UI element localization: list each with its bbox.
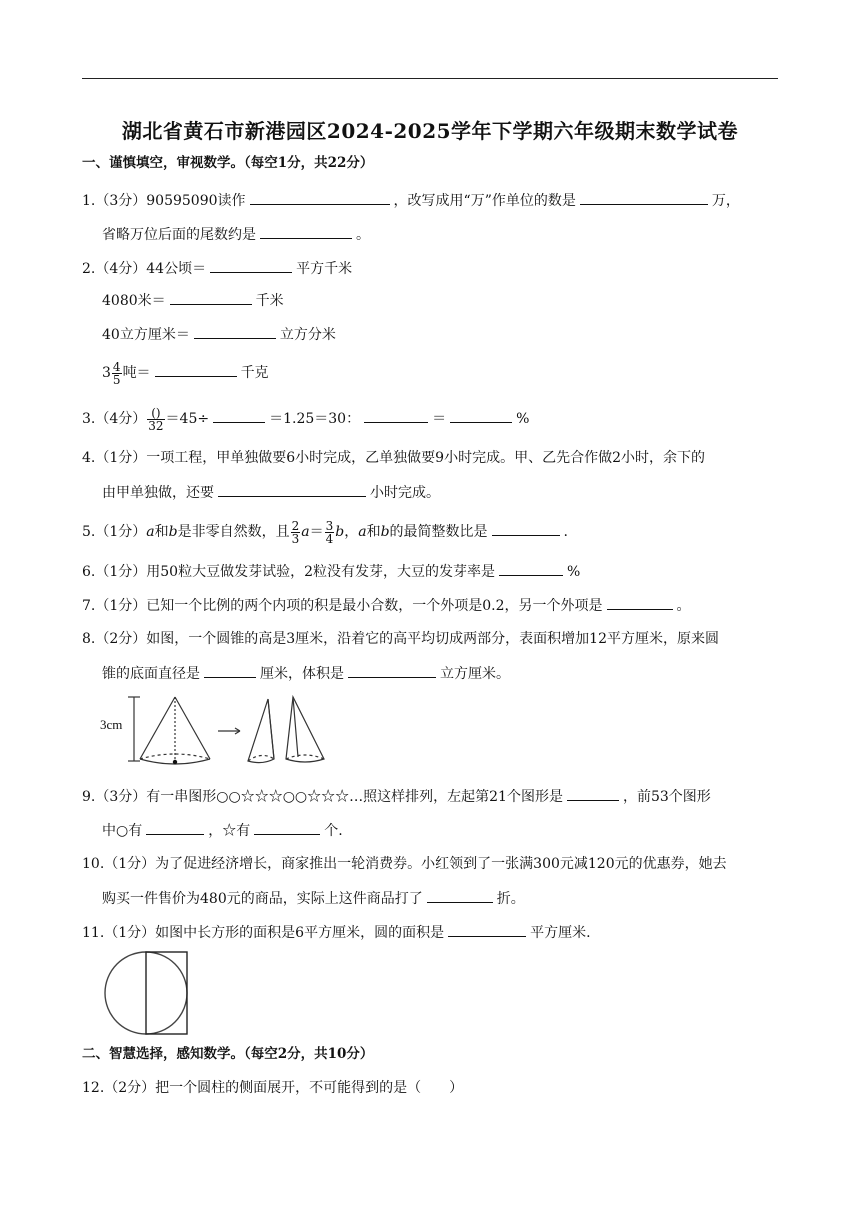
section-1-heading: 一、谨慎填空，审视数学。（每空1分，共22分） — [82, 155, 374, 171]
question-4: 4.（1分）一项工程，甲单独做要6小时完成，乙单独做要9小时完成。甲、乙先合作做2小时，余下的 — [82, 450, 705, 466]
half-cone-left — [248, 699, 274, 763]
answer-blank[interactable] — [567, 786, 619, 801]
answer-blank[interactable] — [146, 820, 204, 835]
height-label: 3cm — [100, 717, 123, 732]
fraction: $\frac{2}{3}$ — [291, 518, 300, 546]
question-11: 11.（1分）如图中长方形的面积是6平方厘米，圆的面积是 平方厘米. — [82, 922, 591, 943]
answer-blank[interactable] — [427, 888, 493, 903]
half-cone-right — [286, 697, 324, 762]
answer-blank[interactable] — [170, 290, 252, 305]
header-rule — [82, 78, 778, 79]
fraction: $\frac{()}{32}$ — [148, 405, 164, 433]
answer-blank[interactable] — [580, 190, 708, 205]
answer-blank[interactable] — [448, 922, 526, 937]
cone-cut-figure — [100, 693, 332, 773]
fraction: $\frac{3}{4}$ — [325, 518, 334, 546]
question-5: 5.（1分）a和b是非零自然数，且 $\frac{2}{3}$ a＝ $\frac{3}{4}$ b，a和b的最简整数比是 . — [82, 518, 568, 546]
question-2-line2: 4080米＝ 千米 — [102, 290, 284, 311]
answer-blank[interactable] — [254, 820, 320, 835]
question-8-cont: 锥的底面直径是 厘米，体积是 立方厘米。 — [102, 663, 510, 684]
question-7: 7.（1分）已知一个比例的两个内项的积是最小合数，一个外项是0.2，另一个外项是 。 — [82, 595, 691, 616]
answer-blank[interactable] — [348, 663, 436, 678]
answer-blank[interactable] — [218, 482, 366, 497]
answer-blank[interactable] — [213, 408, 265, 423]
question-12: 12.（2分）把一个圆柱的侧面展开，不可能得到的是（ ） — [82, 1080, 464, 1096]
question-2-line3: 40立方厘米＝ 立方分米 — [102, 324, 336, 345]
answer-blank[interactable] — [260, 224, 352, 239]
answer-blank[interactable] — [607, 595, 673, 610]
question-10-cont: 购买一件售价为480元的商品，实际上这件商品打了 折。 — [102, 888, 525, 909]
question-2-line4: 3 $\frac{4}{5}$ 吨＝ 千克 — [102, 359, 269, 387]
question-1-cont: 省略万位后面的尾数约是 。 — [102, 224, 370, 245]
base-center-dot — [173, 760, 177, 764]
question-9: 9.（3分）有一串图形○○☆☆☆○○☆☆☆…照这样排列，左起第21个图形是 ，前53个图形 — [82, 786, 711, 807]
question-10: 10.（1分）为了促进经济增长，商家推出一轮消费券。小红领到了一张满300元减120元的优惠券，她去 — [82, 856, 727, 872]
question-2: 2.（4分）44公顷＝ 平方千米 — [82, 258, 352, 279]
rectangle-shape — [146, 952, 187, 1034]
answer-blank[interactable] — [194, 324, 276, 339]
section-2-heading: 二、智慧选择，感知数学。（每空2分，共10分） — [82, 1046, 374, 1062]
answer-blank[interactable] — [204, 663, 256, 678]
mixed-fraction: $\frac{4}{5}$ — [112, 359, 121, 387]
answer-blank[interactable] — [450, 408, 512, 423]
answer-blank[interactable] — [492, 521, 560, 536]
question-4-cont: 由甲单独做，还要 小时完成。 — [102, 482, 440, 503]
page-title: 湖北省黄石市新港园区2024-2025学年下学期六年级期末数学试卷 — [121, 119, 739, 143]
question-1: 1.（3分）90595090读作 ，改写成用“万”作单位的数是 万， — [82, 190, 740, 211]
question-8: 8.（2分）如图，一个圆锥的高是3厘米，沿着它的高平均切成两部分，表面积增加12平方厘米，原来圆 — [82, 631, 719, 647]
answer-blank[interactable] — [155, 362, 237, 377]
answer-blank[interactable] — [250, 190, 390, 205]
question-9-cont: 中○有 ，☆有 个. — [102, 820, 343, 841]
question-6: 6.（1分）用50粒大豆做发芽试验，2粒没有发芽，大豆的发芽率是 % — [82, 561, 580, 582]
circle-rectangle-figure — [100, 950, 192, 1036]
cone-side-left — [140, 697, 175, 759]
answer-blank[interactable] — [499, 561, 563, 576]
answer-blank[interactable] — [364, 408, 428, 423]
answer-blank[interactable] — [210, 258, 292, 273]
question-3: 3.（4分） $\frac{()}{32}$ ＝45÷ ＝1.25＝30： ＝ % — [82, 405, 530, 433]
